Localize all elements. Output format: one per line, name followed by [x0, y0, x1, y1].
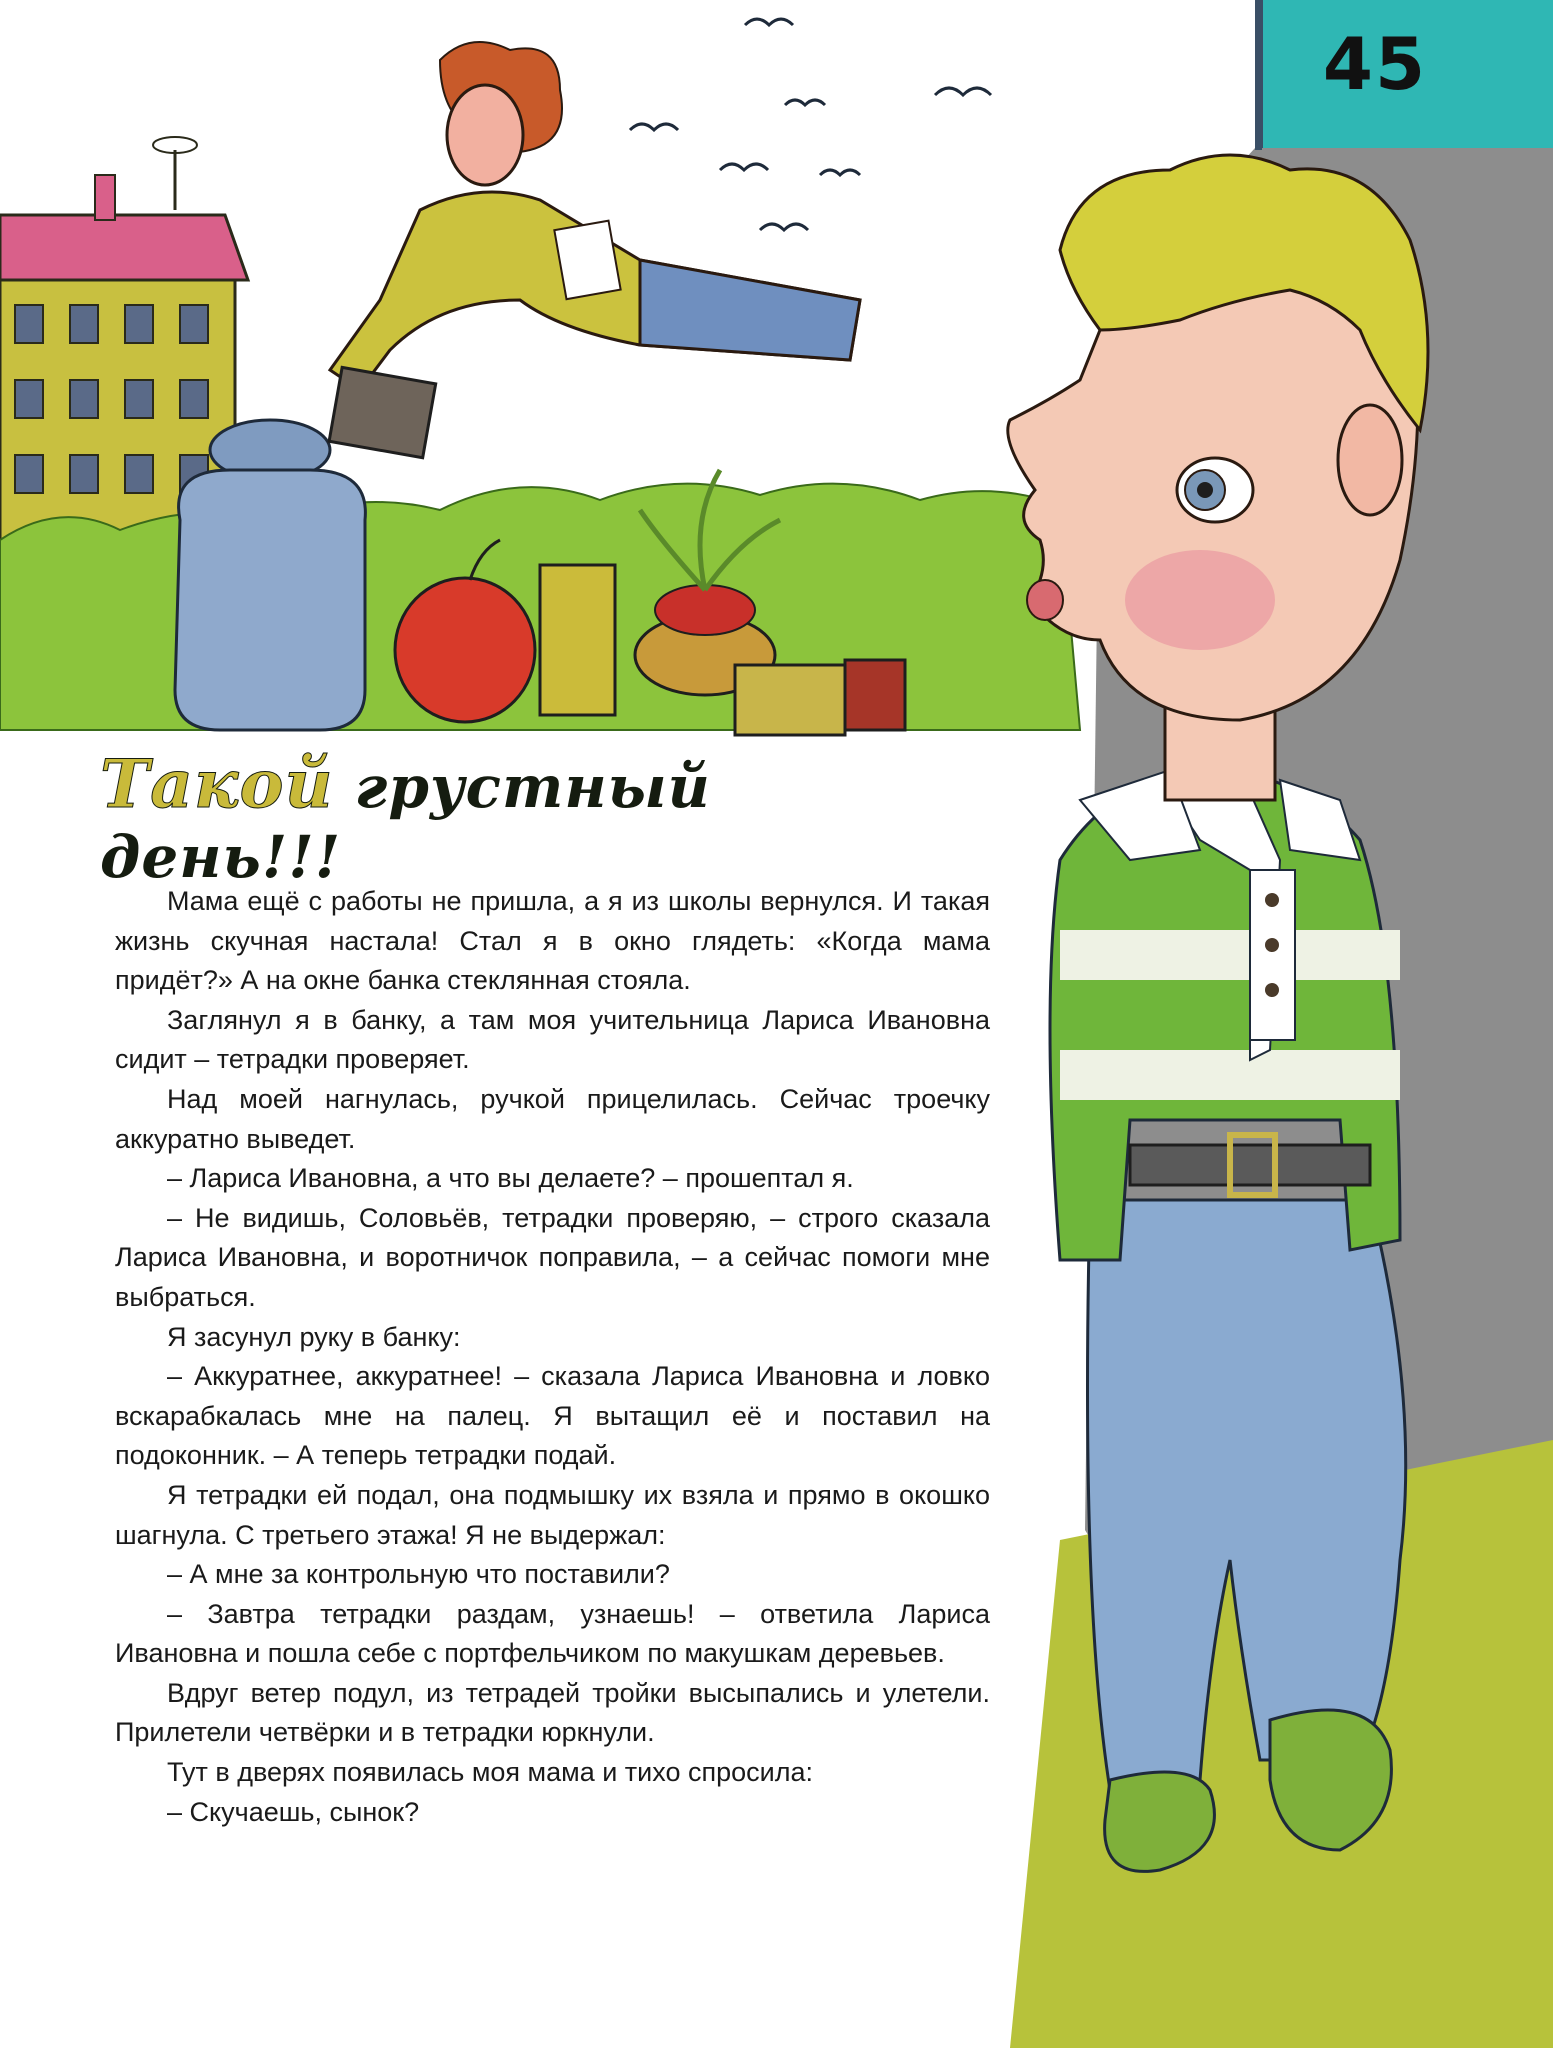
title-first-word: Такой	[100, 745, 334, 823]
story-paragraph: Мама ещё с работы не пришла, а я из школы вернулся. И такая жизнь скучная настала! Стал я в окно глядеть: «Когда мама придёт?» А на окне банка стеклянная стояла.	[115, 886, 990, 996]
story-paragraph: Над моей нагнулась, ручкой прицелилась. Сейчас троечку аккуратно выведет.	[115, 1083, 990, 1154]
story-paragraph: – Аккуратнее, аккуратнее! – сказала Лариса Ивановна и ловко вскарабкалась мне на палец. Я вытащил её и поставил на подоконник. – А теперь тетрадки подай.	[115, 1361, 990, 1471]
story-paragraph: Тут в дверях появилась моя мама и тихо спросила:	[167, 1757, 813, 1788]
story-paragraph: Я засунул руку в банку:	[167, 1321, 461, 1352]
story-paragraph: Вдруг ветер подул, из тетрадей тройки высыпались и улетели. Прилетели четвёрки и в тетрадки юркнули.	[115, 1677, 990, 1748]
page-number: 45	[1322, 22, 1428, 106]
title-rest: грустный день!!!	[100, 753, 711, 891]
story-paragraph: Я тетрадки ей подал, она подмышку их взяла и прямо в окошко шагнула. С третьего этажа! Я не выдержал:	[115, 1479, 990, 1550]
story-paragraph: – Не видишь, Соловьёв, тетрадки проверяю, – строго сказала Лариса Ивановна, и воротничок поправила, – а сейчас помоги мне выбраться.	[115, 1202, 990, 1312]
birds	[630, 19, 991, 230]
story-paragraph: – Лариса Ивановна, а что вы делаете? – прошептал я.	[167, 1163, 854, 1194]
story-paragraph: – А мне за контрольную что поставили?	[167, 1559, 670, 1590]
story-paragraph: – Скучаешь, сынок?	[167, 1796, 420, 1827]
story-title	[100, 745, 860, 891]
story-text	[115, 882, 990, 1832]
story-paragraph: Заглянул я в банку, а там моя учительница Лариса Ивановна сидит – тетрадки проверяет.	[115, 1004, 990, 1075]
flying-teacher	[329, 42, 860, 458]
story-paragraph: – Завтра тетрадки раздам, узнаешь! – ответила Лариса Ивановна и пошла себе с портфельчиком по макушкам деревьев.	[115, 1598, 990, 1669]
